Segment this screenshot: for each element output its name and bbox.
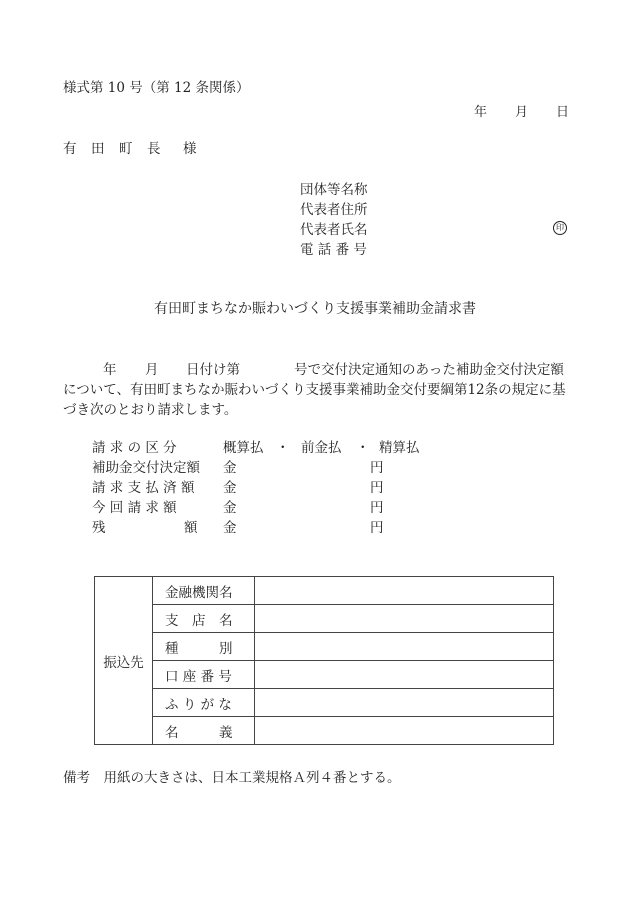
addressee-char: 田 <box>91 141 105 157</box>
bank-field-value[interactable] <box>255 605 554 633</box>
claim-row-label: 残 <box>92 520 106 536</box>
kin-label: 金 <box>223 460 237 476</box>
form-number: 様式第 10 号（第 12 条関係） <box>63 80 250 96</box>
table-row <box>95 605 554 633</box>
table-row <box>95 689 554 717</box>
seal-mark: 印 <box>553 221 567 235</box>
claim-row-label: 額 <box>184 520 198 536</box>
bank-field-label: 名 義 <box>153 717 255 745</box>
org-name-label: 団体等名称 <box>300 182 368 198</box>
bank-field-label: 支 店 名 <box>153 605 255 633</box>
applicant-block <box>300 180 368 260</box>
bank-field-value[interactable] <box>255 577 554 605</box>
bank-field-label: 種 別 <box>153 633 255 661</box>
date-year: 年 <box>474 105 488 120</box>
bank-field-value[interactable] <box>255 633 554 661</box>
date-month: 月 <box>515 105 529 120</box>
table-row <box>95 717 554 745</box>
bank-field-value[interactable] <box>255 689 554 717</box>
addressee <box>63 140 263 158</box>
bank-table-header: 振込先 <box>95 577 153 745</box>
bank-field-value[interactable] <box>255 717 554 745</box>
table-row <box>95 661 554 689</box>
claim-row-label: 今 回 請 求 額 <box>92 500 177 516</box>
remarks-note: 備考 用紙の大きさは、日本工業規格Ａ列４番とする。 <box>63 770 401 786</box>
table-row <box>95 633 554 661</box>
addressee-char: 有 <box>63 141 77 157</box>
body-paragraph <box>63 360 583 420</box>
claim-option: 概算払 <box>223 440 264 456</box>
rep-address-label: 代表者住所 <box>300 202 368 218</box>
yen-label: 円 <box>370 500 384 516</box>
body-notice: 号で交付決定通知のあった補助金交付決定額 <box>294 362 564 378</box>
phone-label: 電 話 番 号 <box>300 242 367 258</box>
yen-label: 円 <box>370 480 384 496</box>
bank-transfer-table <box>94 576 554 745</box>
body-day-ref: 日付け第 <box>186 362 240 378</box>
claim-option: 精算払 <box>379 440 420 456</box>
yen-label: 円 <box>370 460 384 476</box>
yen-label: 円 <box>370 520 384 536</box>
body-year: 年 <box>103 362 117 378</box>
claim-separator: ・ <box>276 440 290 456</box>
claim-category-label: 請 求 の 区 分 <box>92 440 177 456</box>
claim-row-label: 補助金交付決定額 <box>92 460 200 476</box>
claim-option: 前金払 <box>301 440 342 456</box>
body-line-2: について、有田町まちなか賑わいづくり支援事業補助金交付要綱第12条の規定に基 <box>63 382 566 398</box>
bank-field-label: ふ り が な <box>153 689 255 717</box>
body-line-3: づき次のとおり請求します。 <box>63 402 238 418</box>
date-day: 日 <box>556 105 570 120</box>
bank-field-value[interactable] <box>255 661 554 689</box>
bank-field-label: 口 座 番 号 <box>153 661 255 689</box>
rep-name-label: 代表者氏名 <box>300 222 368 238</box>
document-title: 有田町まちなか賑わいづくり支援事業補助金請求書 <box>154 301 476 317</box>
addressee-honorific: 様 <box>183 141 197 157</box>
body-month: 月 <box>145 362 159 378</box>
kin-label: 金 <box>223 520 237 536</box>
kin-label: 金 <box>223 480 237 496</box>
table-row <box>95 577 554 605</box>
bank-field-label: 金融機関名 <box>153 577 255 605</box>
addressee-char: 長 <box>147 141 161 157</box>
addressee-char: 町 <box>119 141 133 157</box>
kin-label: 金 <box>223 500 237 516</box>
claim-row-label: 請 求 支 払 済 額 <box>92 480 195 496</box>
claim-separator: ・ <box>356 440 370 456</box>
